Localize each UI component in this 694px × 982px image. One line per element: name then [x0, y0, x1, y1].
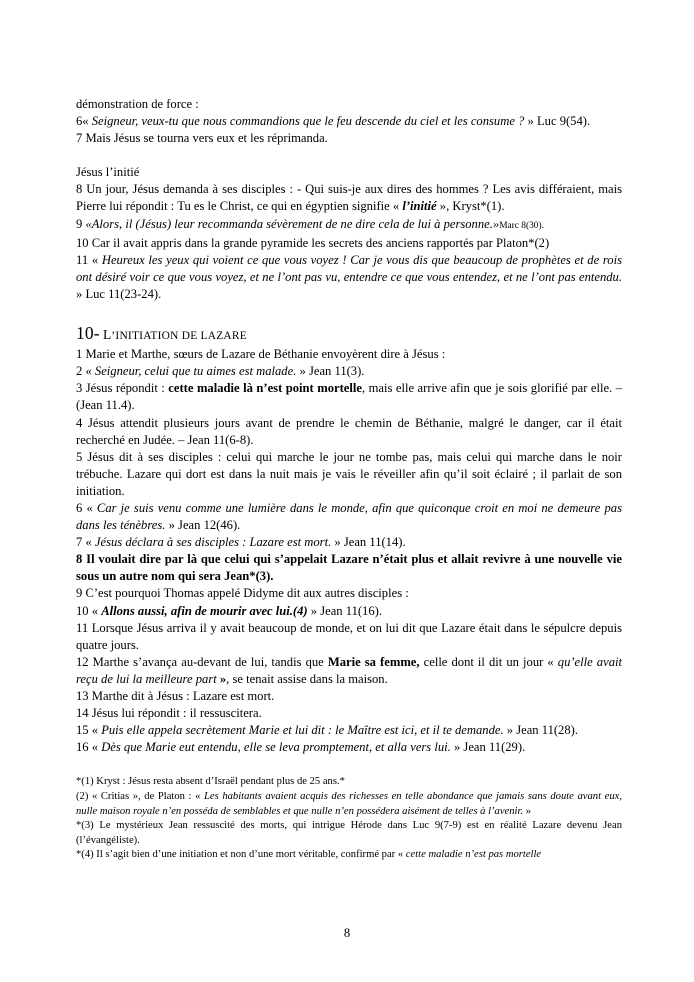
verse-number: 10 [76, 235, 89, 250]
verse-number: 2 [76, 364, 83, 379]
section-title-rest: ’INITIATION DE LAZARE [111, 330, 247, 343]
quote-open: « [88, 723, 102, 738]
quote-close: » [165, 518, 175, 533]
quote-open: « [88, 740, 102, 755]
footnote-text-part1: Il s’agit bien d’une initiation et non d’une mort véritable, confirmé par « [93, 849, 406, 861]
verse-10-lazare [76, 603, 622, 620]
continuation-text: démonstration de force : [76, 97, 199, 111]
footnote-marker: (2) [76, 790, 89, 802]
footnotes-block [76, 775, 622, 863]
page-content [76, 96, 622, 863]
quote-open: « [88, 252, 102, 267]
verse-emphasis-bold: Marie sa femme, [327, 654, 420, 669]
verse-number: 6 [76, 114, 83, 129]
verse-number: 13 [76, 689, 89, 703]
verse-reference: Jean 11(3). [305, 364, 365, 379]
verse-2-lazare [76, 363, 622, 380]
verse-text-part2: , mais elle arrive afin que je sois glorifié par elle. – (Jean 11.4). [76, 381, 623, 413]
verse-quote-italic: qu’elle avait reçu de lui la meilleure part [76, 654, 622, 686]
page-number-value: 8 [343, 926, 351, 940]
verse-reference: Jean 11(28). [513, 723, 578, 738]
section-number: 10- [76, 323, 100, 344]
verse-number: 1 [76, 347, 83, 362]
verse-text-part2: », Kryst*(1). [436, 199, 505, 214]
quote-open: « [88, 603, 102, 618]
verse-7-lazare [76, 534, 622, 551]
verse-number: 7 [76, 535, 83, 550]
verse-text: Car il avait appris dans la grande pyramide les secrets des anciens rapportés par Platon*(2) [88, 235, 550, 250]
verse-number: 11 [76, 620, 89, 635]
verse-text-part1: Marthe s’avança au-devant de lui, tandis que [88, 654, 328, 669]
footnote-text-part1: « Critias », de Platon : « [88, 790, 205, 802]
verse-number: 9 [76, 216, 83, 231]
verse-9-lazare [76, 585, 622, 602]
verse-8-jesus [76, 181, 622, 215]
verse-13-lazare [76, 688, 622, 705]
quote-close: » [524, 114, 534, 129]
verse-text-part1: Jésus répondit : [82, 381, 169, 396]
verse-reference: Jean 12(46). [174, 518, 241, 533]
verse-number: 16 [76, 740, 89, 755]
section-heading-lazare [76, 325, 622, 345]
verse-text: Jésus attendit plusieurs jours avant de prendre le chemin de Béthanie, malgré le danger, car il était recherché en Judée. – Jean 11(6-8). [76, 415, 622, 447]
verse-number: 9 [76, 586, 83, 601]
verse-6-lazare [76, 500, 622, 534]
verse-text: C’est pourquoi Thomas appelé Didyme dit aux autres disciples : [82, 586, 409, 601]
verse-text-part2: celle dont il dit un jour « [419, 654, 558, 669]
verse-5-lazare [76, 449, 622, 500]
verse-quote-italic: «Alors, il (Jésus) leur recommanda sévèrement de ne dire cela de lui à personne.» [82, 216, 500, 231]
verse-quote-italic: Car je suis venu comme une lumière dans le monde, afin que quiconque croit en moi ne demeure pas dans les ténèbres. [76, 500, 622, 533]
verse-quote-italic: Heureux les yeux qui voient ce que vous voyez ! Car je vous dis que beaucoup de prophètes et de rois ont désiré voir ce que vous voyez, et ne l’ont pas vu, entendre ce que vous entendez, et ne l’ont pas entendu. [76, 252, 623, 284]
section-heading-jesus-initie [76, 164, 622, 181]
verse-text-part3: , se tenait assise dans la maison. [226, 671, 388, 686]
quote-close: » [307, 603, 318, 618]
verse-text: Jésus lui répondit : il ressuscitera. [88, 706, 262, 721]
verse-text-bold: Il voulait dire par là que celui qui s’appelait Lazare n’était plus et allait revivre à une nouvelle vie sous un autre nom qui sera Jean*(3). [76, 552, 622, 584]
verse-number: 14 [76, 706, 89, 721]
verse-3-lazare [76, 380, 622, 414]
verse-15-lazare [76, 722, 622, 739]
footnote-marker: *(4) [76, 849, 94, 861]
paragraph-continuation [76, 96, 622, 113]
verse-number: 7 [76, 131, 83, 146]
footnote-text: Kryst : Jésus resta absent d’Israël pendant plus de 25 ans.* [93, 776, 345, 788]
verse-7-top [76, 130, 622, 147]
footnote-quote-italic: cette maladie n’est pas mortelle [405, 849, 542, 861]
verse-4-lazare [76, 415, 622, 449]
verse-11-lazare [76, 620, 622, 654]
section-title [100, 327, 247, 342]
quote-close-bold: » [216, 671, 227, 686]
verse-6-top [76, 113, 622, 130]
quote-open: « [82, 364, 95, 379]
footnote-text: Le mystérieux Jean ressuscité des morts, qui intrigue Hérode dans Luc 9(7-9) est en réalité Lazare devenu Jean (l’évangéliste). [76, 820, 622, 846]
verse-quote-bolditalic: Allons aussi, afin de mourir avec lui.(4) [101, 603, 308, 618]
verse-14-lazare [76, 705, 622, 722]
quote-close: » [76, 286, 83, 301]
verse-quote-italic: Jésus déclara à ses disciples : Lazare est mort. [94, 535, 332, 550]
footnote-quote-italic: Les habitants avaient acquis des richesses en telle abondance que jamais sans doute avant eux, nulle maison royale n’en posséda de semblables et que nulle n’en possédera aisément de telles à l’avenir. [76, 790, 622, 817]
verse-12-lazare [76, 654, 622, 688]
footnote-2 [76, 790, 622, 819]
verse-emphasis: l’initié [402, 199, 437, 214]
verse-number: 10 [76, 603, 89, 618]
verse-9-jesus [76, 216, 622, 235]
verse-number: 3 [76, 381, 83, 396]
verse-reference: Jean 11(29). [460, 740, 526, 755]
page-number [0, 926, 694, 941]
footnote-marker: *(3) [76, 820, 94, 832]
verse-number-bold: 8 [76, 552, 83, 567]
verse-reference-small: Marc 8(30). [499, 220, 544, 231]
footnote-3 [76, 819, 622, 848]
verse-number: 11 [76, 252, 89, 267]
footnote-marker: *(1) [76, 776, 94, 788]
verse-reference: Jean 11(16). [317, 603, 382, 618]
verse-quote-italic: Puis elle appela secrètement Marie et lui dit : le Maître est ici, et il te demande. [101, 723, 504, 738]
verse-quote-italic: Dès que Marie eut entendu, elle se leva promptement, et alla vers lui. [101, 740, 451, 755]
verse-text-part1: Un jour, Jésus demanda à ses disciples : - Qui suis-je aux dires des hommes ? Les avis différaient, mais Pierre lui répondit : Tu es le Christ, ce qui en égyptien signifie « [76, 182, 622, 214]
verse-text: Jésus dit à ses disciples : celui qui marche le jour ne tombe pas, mais celui qui marche dans le noir trébuche. Lazare qui dort est dans la nuit mais je vais le réveiller afin qu’il soit éclairé ; il parlait de son initiation. [76, 449, 622, 498]
quote-open: « [82, 114, 92, 129]
quote-close: » [503, 723, 514, 738]
verse-number: 15 [76, 723, 89, 738]
verse-number: 5 [76, 449, 83, 464]
verse-emphasis-bold: cette maladie là n’est point mortelle [168, 381, 362, 396]
verse-10-jesus [76, 235, 622, 252]
quote-close: » [523, 805, 532, 817]
verse-1-lazare [76, 346, 622, 363]
verse-text: Marie et Marthe, sœurs de Lazare de Béthanie envoyèrent dire à Jésus : [82, 347, 446, 362]
verse-quote-italic: Seigneur, celui que tu aimes est malade. [94, 364, 297, 379]
verse-reference: Jean 11(14). [340, 535, 406, 550]
verse-number: 4 [76, 415, 83, 430]
footnote-1 [76, 775, 622, 790]
quote-close: » [331, 535, 341, 550]
verse-8-lazare [76, 551, 622, 585]
section-heading-lazare-block [76, 325, 622, 345]
quote-close: » [296, 364, 306, 379]
verse-reference: Luc 9(54). [533, 114, 591, 129]
quote-close: » [450, 740, 461, 755]
quote-open: « [82, 500, 97, 515]
verse-16-lazare [76, 739, 622, 756]
section-title-initial: L [103, 327, 112, 343]
section-heading-label: Jésus l’initié [76, 165, 140, 180]
verse-number: 6 [76, 500, 83, 515]
verse-quote-italic: Seigneur, veux-tu que nous commandions que le feu descende du ciel et les consume ? [91, 114, 525, 129]
verse-text: Marthe dit à Jésus : Lazare est mort. [88, 689, 275, 703]
spacer [76, 147, 622, 164]
verse-text: Lorsque Jésus arriva il y avait beaucoup de monde, et on lui dit que Lazare était dans le sépulcre depuis quatre jours. [76, 620, 622, 652]
verse-11-jesus [76, 252, 622, 303]
verse-number: 12 [76, 654, 89, 669]
verse-number: 8 [76, 182, 83, 197]
footnote-4 [76, 848, 622, 863]
verse-text: Mais Jésus se tourna vers eux et les réprimanda. [82, 131, 328, 146]
quote-open: « [82, 535, 95, 550]
verse-reference: Luc 11(23-24). [82, 286, 162, 301]
